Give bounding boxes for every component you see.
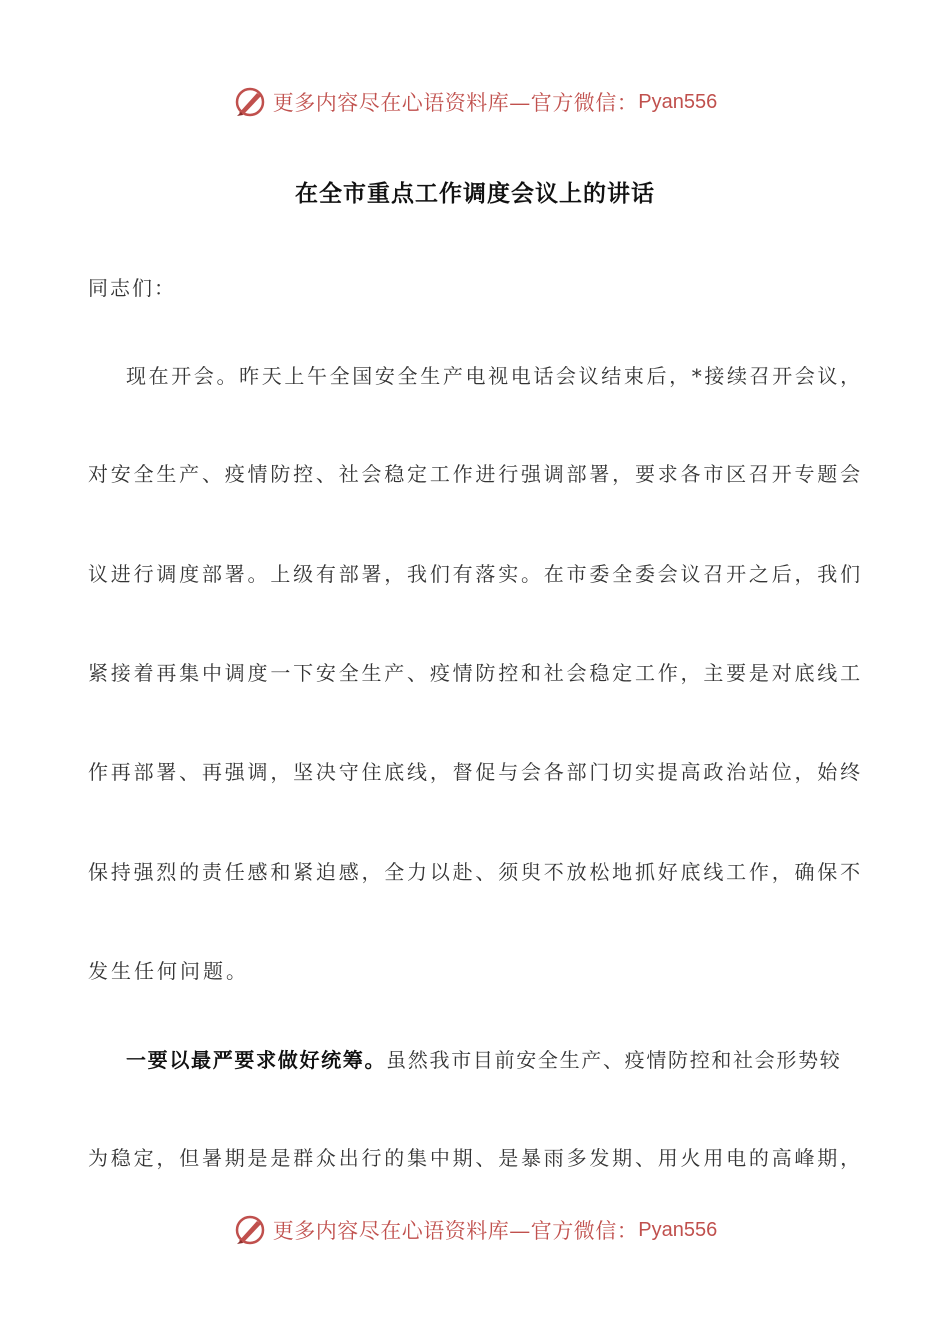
- salutation: 同志们：: [88, 276, 176, 300]
- paragraph-line: 紧接着再集中调度一下安全生产、疫情防控和社会稳定工作，主要是对底线工: [88, 661, 863, 685]
- paragraph-line: 对安全生产、疫情防控、社会稳定工作进行强调部署，要求各市区召开专题会: [88, 462, 863, 486]
- paragraph-line: 保持强烈的责任感和紧迫感，全力以赴、须臾不放松地抓好底线工作，确保不: [88, 860, 863, 884]
- paragraph-line: 发生任何问题。: [88, 959, 249, 983]
- pen-logo-icon: [233, 1213, 267, 1247]
- page-title: 在全市重点工作调度会议上的讲话: [295, 181, 655, 207]
- wechat-id: Pyan556: [638, 90, 718, 113]
- paragraph-line: 一要以最严要求做好统筹。虽然我市目前安全生产、疫情防控和社会形势较: [126, 1048, 842, 1072]
- watermark-text: 更多内容尽在心语资料库—官方微信：: [272, 91, 639, 115]
- paragraph-line: 现在开会。昨天上午全国安全生产电视电话会议结束后，*接续召开会议，: [126, 364, 863, 388]
- pen-logo-icon: [233, 85, 267, 119]
- watermark-banner-top: [0, 82, 950, 122]
- paragraph-line: 议进行调度部署。上级有部署，我们有落实。在市委全委会议召开之后，我们: [88, 562, 863, 586]
- section-heading: 一要以最严要求做好统筹。: [126, 1048, 387, 1072]
- watermark-banner-bottom: [0, 1210, 950, 1250]
- paragraph-line: 为稳定，但暑期是是群众出行的集中期、是暴雨多发期、用火用电的高峰期，: [88, 1146, 863, 1170]
- wechat-id: Pyan556: [638, 1218, 718, 1241]
- watermark-text: 更多内容尽在心语资料库—官方微信：: [272, 1219, 639, 1243]
- paragraph-line: 作再部署、再强调，坚决守住底线，督促与会各部门切实提高政治站位，始终: [88, 760, 863, 784]
